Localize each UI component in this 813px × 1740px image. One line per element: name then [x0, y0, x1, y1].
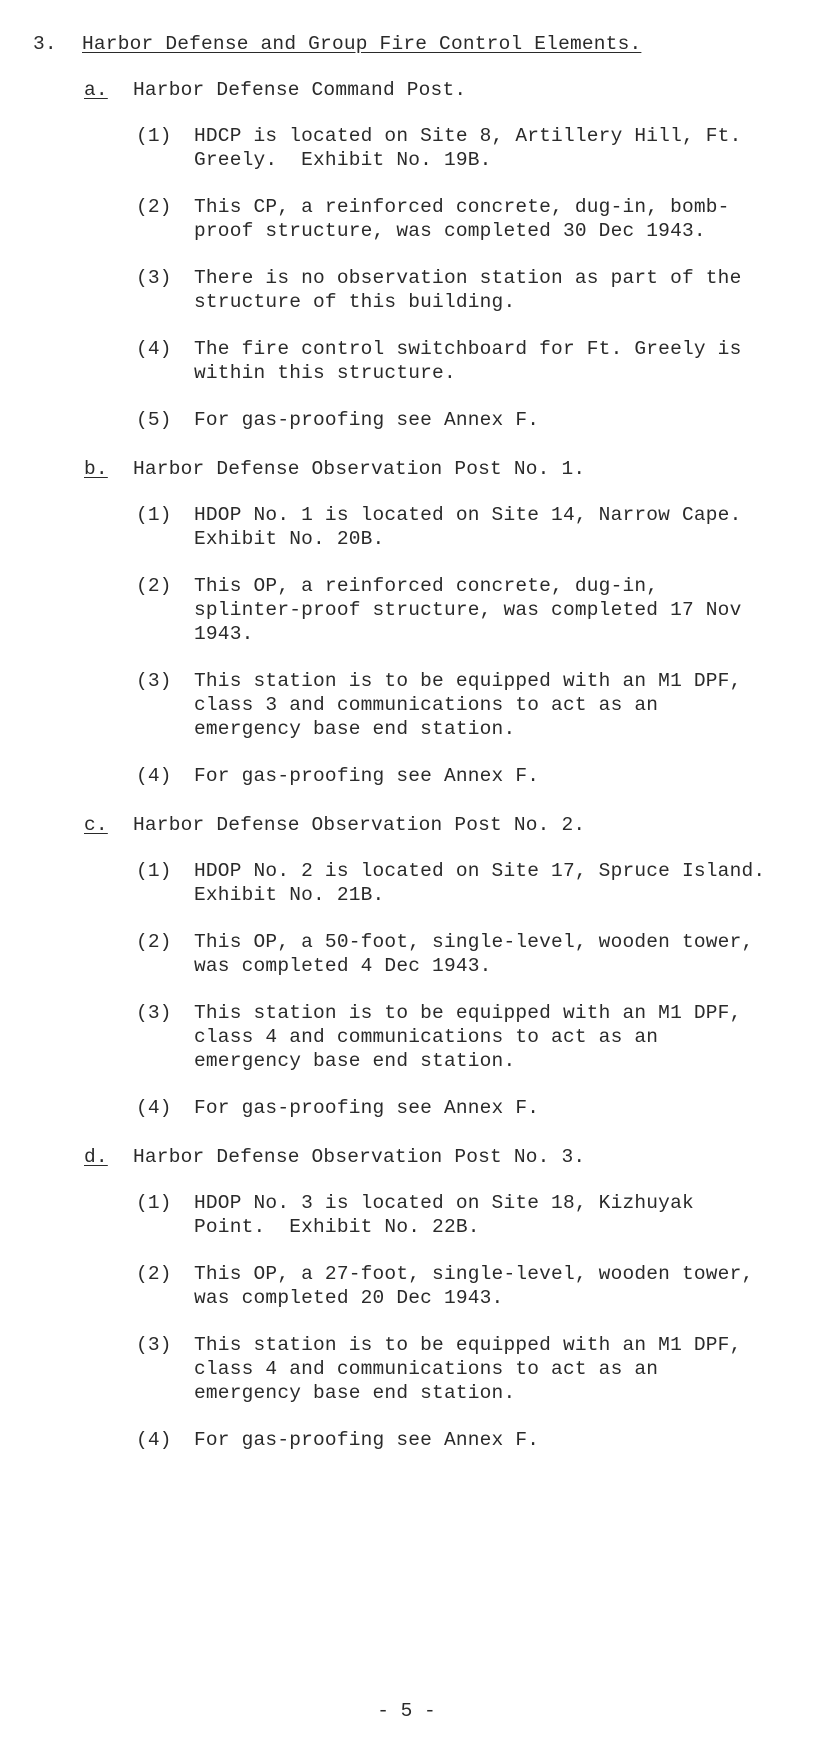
- item-text-line: emergency base end station.: [194, 1382, 516, 1404]
- subsection-letter-c: c.: [84, 814, 108, 836]
- item-text-line: This station is to be equipped with an M1 DPF,: [194, 1334, 742, 1356]
- item-text-line: structure of this building.: [194, 291, 516, 313]
- item-text-line: proof structure, was completed 30 Dec 1943.: [194, 220, 706, 242]
- subsection-letter-d: d.: [84, 1146, 108, 1168]
- item-number: (4): [136, 338, 172, 360]
- item-text-line: emergency base end station.: [194, 718, 516, 740]
- item-text-line: 1943.: [194, 623, 254, 645]
- item-text-line: This OP, a 50-foot, single-level, wooden tower,: [194, 931, 754, 953]
- page-number: - 5 -: [377, 1700, 436, 1722]
- item-text-line: HDOP No. 2 is located on Site 17, Spruce Island.: [194, 860, 766, 882]
- subsection-letter-a: a.: [84, 79, 108, 101]
- item-text-line: emergency base end station.: [194, 1050, 516, 1072]
- item-text-line: This CP, a reinforced concrete, dug-in, bomb-: [194, 196, 730, 218]
- subsection-letter-b: b.: [84, 458, 108, 480]
- item-text-line: was completed 4 Dec 1943.: [194, 955, 492, 977]
- item-number: (2): [136, 931, 172, 953]
- item-number: (2): [136, 575, 172, 597]
- item-number: (1): [136, 1192, 172, 1214]
- subsection-title-c: Harbor Defense Observation Post No. 2.: [133, 814, 586, 836]
- item-text-line: was completed 20 Dec 1943.: [194, 1287, 504, 1309]
- item-text-line: HDOP No. 1 is located on Site 14, Narrow Cape.: [194, 504, 742, 526]
- item-text-line: There is no observation station as part of the: [194, 267, 742, 289]
- item-number: (3): [136, 1002, 172, 1024]
- item-number: (3): [136, 267, 172, 289]
- subsection-title-a: Harbor Defense Command Post.: [133, 79, 467, 101]
- item-number: (3): [136, 670, 172, 692]
- item-text-line: Greely. Exhibit No. 19B.: [194, 149, 492, 171]
- item-text-line: within this structure.: [194, 362, 456, 384]
- section-title: Harbor Defense and Group Fire Control Elements.: [82, 33, 642, 55]
- subsection-title-b: Harbor Defense Observation Post No. 1.: [133, 458, 586, 480]
- item-text-line: For gas-proofing see Annex F.: [194, 409, 540, 431]
- item-text-line: For gas-proofing see Annex F.: [194, 765, 540, 787]
- item-number: (4): [136, 1429, 172, 1451]
- item-text-line: For gas-proofing see Annex F.: [194, 1097, 540, 1119]
- subsection-title-d: Harbor Defense Observation Post No. 3.: [133, 1146, 586, 1168]
- item-number: (5): [136, 409, 172, 431]
- item-text-line: class 4 and communications to act as an: [194, 1026, 659, 1048]
- item-text-line: This OP, a reinforced concrete, dug-in,: [194, 575, 659, 597]
- item-text-line: Exhibit No. 20B.: [194, 528, 385, 550]
- item-number: (1): [136, 860, 172, 882]
- item-text-line: For gas-proofing see Annex F.: [194, 1429, 540, 1451]
- item-text-line: The fire control switchboard for Ft. Greely is: [194, 338, 742, 360]
- section-number: 3.: [33, 33, 57, 55]
- item-text-line: This station is to be equipped with an M1 DPF,: [194, 670, 742, 692]
- item-number: (4): [136, 1097, 172, 1119]
- item-text-line: Exhibit No. 21B.: [194, 884, 385, 906]
- item-number: (2): [136, 1263, 172, 1285]
- item-text-line: Point. Exhibit No. 22B.: [194, 1216, 480, 1238]
- item-text-line: class 4 and communications to act as an: [194, 1358, 659, 1380]
- item-text-line: This OP, a 27-foot, single-level, wooden tower,: [194, 1263, 754, 1285]
- item-text-line: class 3 and communications to act as an: [194, 694, 659, 716]
- item-text-line: HDOP No. 3 is located on Site 18, Kizhuyak: [194, 1192, 694, 1214]
- item-number: (2): [136, 196, 172, 218]
- item-text-line: This station is to be equipped with an M1 DPF,: [194, 1002, 742, 1024]
- item-number: (4): [136, 765, 172, 787]
- item-number: (3): [136, 1334, 172, 1356]
- item-number: (1): [136, 504, 172, 526]
- item-text-line: HDCP is located on Site 8, Artillery Hill, Ft.: [194, 125, 742, 147]
- item-text-line: splinter-proof structure, was completed 17 Nov: [194, 599, 742, 621]
- item-number: (1): [136, 125, 172, 147]
